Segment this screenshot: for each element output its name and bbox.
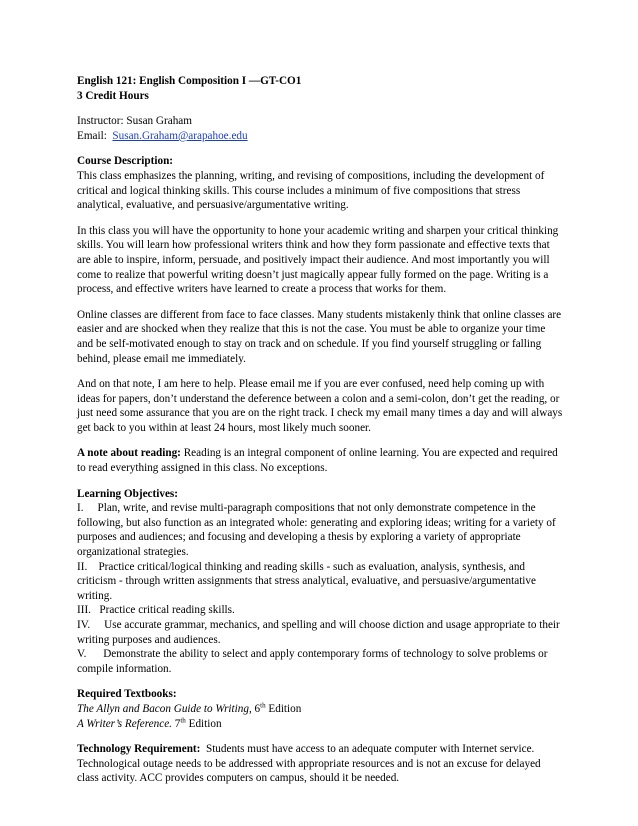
- textbook-entry: [77, 717, 563, 732]
- objective-item: [77, 647, 563, 676]
- textbook-edition-suffix: th: [180, 715, 186, 724]
- technology-requirement: [77, 742, 563, 786]
- course-description-heading: Course Description:: [77, 155, 174, 168]
- objective-item: [77, 501, 563, 559]
- course-title: English 121: English Composition I —GT-CO1: [77, 75, 302, 87]
- reading-note-heading: A note about reading:: [77, 447, 181, 460]
- instructor-line: [77, 114, 563, 129]
- textbook-title: A Writer’s Reference.: [77, 717, 172, 730]
- textbook-edition-number: 7: [174, 717, 181, 730]
- description-paragraph: Online classes are different from face to face classes. Many students mistakenly think that online classes are easier and are shocked when they realize that this is not the case. You must be able to organize your time and be self-motivated enough to stay on track and on schedule. If you find yourself struggling or falling behind, please email me immediately.: [77, 308, 562, 365]
- technology-section: [77, 742, 563, 786]
- description-paragraph: In this class you will have the opportunity to hone your academic writing and sharpen your critical thinking skills. You will learn how professional writers think and how they form passionate and effective texts that are able to inspire, inform, persuade, and positively impact their audience. And most importantly you will come to realize that powerful writing doesn’t just magically appear fully formed on the page. Writing is a process, and effective writers have learned to create a process that works for them.: [77, 224, 559, 296]
- objective-text: Use accurate grammar, mechanics, and spelling and will choose diction and usage appropriate to their writing purposes and audiences.: [77, 619, 560, 646]
- email-line: [77, 129, 563, 144]
- syllabus-content: [77, 74, 563, 786]
- textbooks-heading: Required Textbooks:: [77, 688, 177, 701]
- objective-text: Demonstrate the ability to select and apply contemporary forms of technology to solve problems or compile information.: [77, 648, 548, 675]
- objective-text: Practice critical reading skills.: [99, 604, 235, 617]
- course-description-section: [77, 154, 563, 212]
- objective-item: [77, 560, 563, 604]
- reading-note-text: Reading is an integral component of online learning. You are expected and required to read everything assigned in this class. No exceptions.: [77, 447, 558, 475]
- course-header: [77, 74, 563, 103]
- objective-number: I.: [77, 502, 84, 515]
- learning-objectives-heading: Learning Objectives:: [77, 487, 178, 500]
- learning-objectives-section: [77, 487, 563, 677]
- reading-note: [77, 446, 563, 475]
- objective-number: II.: [77, 560, 88, 573]
- instructor-info: [77, 114, 563, 143]
- reading-note-section: [77, 446, 563, 475]
- objective-number: V.: [77, 648, 87, 661]
- email-link[interactable]: Susan.Graham@arapahoe.edu: [112, 129, 248, 142]
- credit-hours: 3 Credit Hours: [77, 89, 149, 102]
- technology-heading: Technology Requirement:: [77, 743, 201, 756]
- textbook-entry: [77, 702, 563, 717]
- objective-number: IV.: [77, 619, 91, 631]
- technology-text: Students must have access to an adequate computer with Internet service. Technological outage needs to be addressed with appropriate resources and is not an excuse for delayed class activity. ACC provides computers on campus, should it be needed.: [77, 743, 541, 785]
- description-paragraph: And on that note, I am here to help. Please email me if you are ever confused, need help coming up with ideas for papers, don’t understand the deference between a colon and a semi-colon, don’t get the reading, or just need some assurance that you are on the right track. I check my email many times a day and will always get back to you within at least 24 hours, most likely much sooner.: [77, 378, 563, 434]
- textbook-edition-number: 6: [254, 702, 261, 715]
- objective-number: III.: [77, 604, 91, 617]
- textbooks-section: [77, 687, 563, 731]
- instructor-name: Susan Graham: [126, 115, 192, 128]
- textbook-edition-word: Edition: [188, 717, 222, 730]
- objective-item: [77, 603, 563, 618]
- textbook-edition-suffix: th: [260, 701, 266, 710]
- objective-text: Practice critical/logical thinking and reading skills - such as evaluation, analysis, synthesis, and criticism - through written assignments that stress analytical, evaluative, and persuasive/argumentative writing.: [77, 560, 536, 602]
- description-paragraph-block: [77, 377, 563, 435]
- email-label: Email:: [77, 129, 107, 142]
- instructor-label: Instructor:: [77, 115, 124, 128]
- description-paragraph-block: [77, 308, 563, 366]
- textbook-title: The Allyn and Bacon Guide to Writing,: [77, 702, 252, 715]
- objective-text: Plan, write, and revise multi-paragraph compositions that not only demonstrate competence in the following, but also function as an integrated whole: generating and exploring ideas; writing for a variety of purposes and audiences; and focusing and developing a thesis by exploring a variety of appropriate organizational strategies.: [77, 502, 556, 559]
- textbook-edition-word: Edition: [268, 702, 302, 715]
- objective-item: [77, 618, 563, 647]
- description-paragraph-block: [77, 224, 563, 297]
- description-paragraph: This class emphasizes the planning, writing, and revising of compositions, including the development of critical and logical thinking skills. This course includes a minimum of five compositions that stress analytical, evaluative, and persuasive/argumentative writing.: [77, 169, 545, 212]
